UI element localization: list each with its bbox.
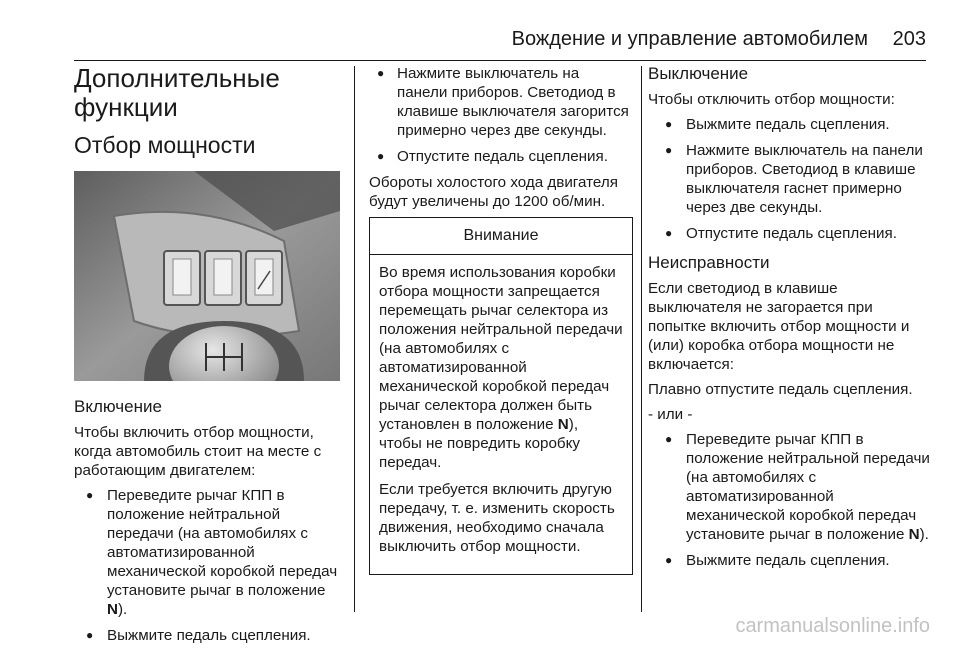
column-1 <box>74 64 340 652</box>
or-separator: - или - <box>648 406 693 423</box>
watermark: carmanualsonline.info <box>735 615 930 637</box>
pto-switch-photo <box>74 171 340 381</box>
list-item: ● Выжмите педаль сцепления. <box>648 551 930 570</box>
idle-result-text: Обороты холостого хода двигателя будут увеличены до 1200 об/мин. <box>369 174 618 210</box>
caution-paragraph: Во время использования коробки отбора мощности запрещается перемещать рычаг селектора из положения нейтральной передачи (на автомобилях с автоматизированной механической коробкой передач рычаг селектора должен быть установлен в положение N), чтобы не повредить коробку передач. <box>379 264 623 471</box>
list-item: ● Нажмите выключатель на панели приборов. Светодиод в клавише выключателя гаснет примерно через две секунды. <box>648 141 930 217</box>
column-divider <box>354 66 355 612</box>
caution-title: Внимание <box>370 218 632 255</box>
list-item: ● Отпустите педаль сцепления. <box>369 147 633 166</box>
list-item: ● Выжмите педаль сцепления. <box>74 626 340 645</box>
enable-steps <box>74 486 340 645</box>
running-title: Вождение и управление автомобилем <box>511 28 868 50</box>
fault-steps <box>648 430 930 570</box>
list-item: ● Отпустите педаль сцепления. <box>648 224 930 243</box>
column-divider <box>641 66 642 612</box>
caution-box <box>369 217 633 575</box>
section-title-disable: Выключение <box>648 64 749 83</box>
section-title-faults: Неисправности <box>648 253 770 272</box>
list-item: ● Нажмите выключатель на панели приборов. Светодиод в клавише выключателя загорится примерно через две секунды. <box>369 64 633 140</box>
enable-steps-continued <box>369 64 633 166</box>
disable-steps <box>648 115 930 243</box>
page-number: 203 <box>892 28 926 50</box>
caution-body <box>370 255 632 574</box>
list-item: ● Выжмите педаль сцепления. <box>648 115 930 134</box>
column-3 <box>648 64 930 577</box>
list-item: ● Переведите рычаг КПП в положение нейтральной передачи (на автомобилях с автоматизированной механической коробкой передач установите рычаг в положение N). <box>648 430 930 544</box>
section-title-enable: Включение <box>74 397 162 416</box>
enable-intro: Чтобы включить отбор мощности, когда автомобиль стоит на месте с работающим двигателем: <box>74 424 322 479</box>
dashboard-illustration <box>74 171 340 381</box>
page-header <box>74 22 926 61</box>
chapter-heading: Дополнительные функции <box>74 63 280 122</box>
fault-paragraph: Плавно отпустите педаль сцепления. <box>648 381 913 398</box>
subheading: Отбор мощности <box>74 132 256 158</box>
fault-paragraph: Если светодиод в клавише выключателя не загорается при попытке включить отбор мощности и (или) коробка отбора мощности не включается: <box>648 280 910 373</box>
list-item: ● Переведите рычаг КПП в положение нейтральной передачи (на автомобилях с автоматизированной механической коробкой передач установите рычаг в положение N). <box>74 486 340 619</box>
disable-intro: Чтобы отключить отбор мощности: <box>648 91 895 108</box>
column-2 <box>369 64 633 575</box>
caution-paragraph: Если требуется включить другую передачу, т. е. изменить скорость движения, необходимо сначала выключить отбор мощности. <box>379 481 615 555</box>
